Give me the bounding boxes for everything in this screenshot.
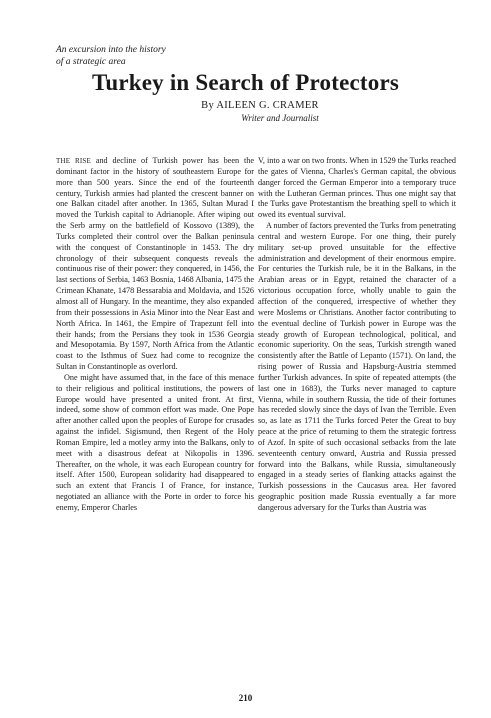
right-column [258, 156, 456, 680]
left-paragraph-2: One might have assumed that, in the face of this menace to their religious and political institutions, the powers of Europe would have presented a united front. At first, indeed, some show of common effort was made. One Pope after another called upon the peoples of Europe for crusades against the infidel. Sigismund, then Regent of the Holy Roman Empire, led a motley army into the Balkans, only to meet with a disastrous defeat at Nikopolis in 1396. Thereafter, on the whole, it was each European country for itself. After 1500, European solidarity had disappeared to such an extent that Francis I of France, for instance, negotiated an alliance with the Porte in order to force his enemy, Emperor Charles [56, 372, 254, 512]
author-role: Writer and Journalist [241, 113, 319, 123]
left-column [56, 156, 254, 680]
left-paragraph-1-text: and decline of Turkish power has been the dominant factor in the history of southeastern Europe for more than 500 years. Since the end of the fourteenth century, Turkish armies had planted the crescent banner on one Balkan citadel after another. In 1365, Sultan Murad I moved the Turkish capital to Adrianople. After wiping out the Serb army on the battlefield of Kossovo (1389), the Turks completed their control over the Balkan peninsula with the conquest of Constantinople in 1453. The dry chronology of their subsequent conquests reveals the continuous rise of their power: they conquered, in 1456, the last sections of Serbia, 1463 Bosnia, 1468 Albania, 1475 the Crimean Khanate, 1478 Bessarabia and Moldavia, and 1526 almost all of Hungary. In the meantime, they also expanded from their possessions in Asia Minor into the Near East and North Africa. In 1461, the Empire of Trapezunt fell into their hands; from the Persians they took in 1536 Georgia and Mesopotamia. By 1597, North Africa from the Atlantic coast to the Isthmus of Suez had come to recognize the Sultan in Constantinople as overlord. [56, 156, 254, 372]
article-title: Turkey in Search of Protectors [91, 70, 400, 95]
right-paragraph-1: V, into a war on two fronts. When in 1529 the Turks reached the gates of Vienna, Charles's German capital, the obvious danger forced the German Emperor into a temporary truce with the Lutheran German princes. Thus one might say that the Turks gave Protestantism the breathing spell to which it owed its eventual survival. [258, 156, 456, 220]
author-byline: By AILEEN G. CRAMER [201, 100, 319, 111]
page-number: 210 [238, 693, 253, 703]
article-kicker [56, 44, 276, 68]
left-paragraph-1 [56, 156, 254, 373]
right-paragraph-2: A number of factors prevented the Turks from penetrating central and western Europe. For one thing, their purely military set-up proved unsuitable for the effective administration and development of their enormous empire. For centuries the Turkish rule, be it in the Balkans, in the Arabian areas or in Egypt, retained the character of a victorious occupation force, wholly unable to gain the affection of the conquered, irrespective of whether they were Moslems or Christians. Another factor contributing to the eventual decline of Turkish power in Europe was the steady growth of European technological, political, and economic superiority. On the seas, Turkish strength waned consistently after the Battle of Lepanto (1571). On land, the rising power of Russia and Hapsburg-Austria stemmed further Turkish advances. In spite of repeated attempts (the last one in 1683), the Turks never managed to capture Vienna, while in southern Russia, the tide of their fortunes has receded slowly since the days of Ivan the Terrible. Even so, as late as 1711 the Turks forced Peter the Great to buy peace at the price of returning to them the strategic fortress of Azof. In spite of such occasional setbacks from the late seventeenth century onward, Austria and Russia pressed forward into the Balkans, while Russia, simultaneously engaged in a steady series of flanking attacks against the Turkish possessions in the Caucasus area. Her favored geographic position made Russia eventually a far more dangerous adversary for the Turks than Austria was [258, 221, 456, 512]
kicker-line-2: of a strategic area [56, 57, 126, 67]
lead-small-caps: THE RISE [56, 157, 91, 165]
kicker-line-1: An excursion into the history [56, 45, 166, 55]
